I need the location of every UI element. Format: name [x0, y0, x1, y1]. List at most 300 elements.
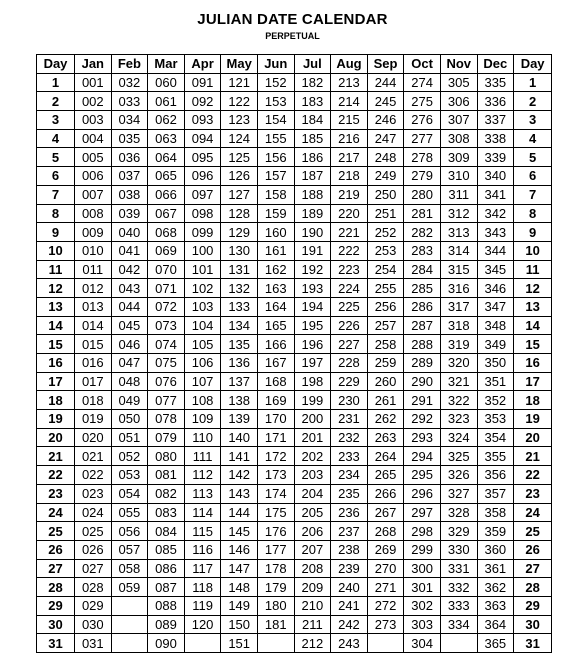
day-number-cell: 8	[514, 204, 552, 223]
julian-date-cell: 044	[111, 297, 148, 316]
julian-date-cell: 216	[331, 129, 368, 148]
julian-date-cell: 054	[111, 484, 148, 503]
julian-date-cell: 258	[367, 335, 404, 354]
julian-date-cell: 069	[148, 241, 185, 260]
julian-date-cell: 329	[440, 522, 477, 541]
julian-date-cell: 068	[148, 223, 185, 242]
day-number-cell: 30	[514, 615, 552, 634]
day-number-cell: 6	[37, 167, 75, 186]
day-number-cell: 24	[514, 503, 552, 522]
julian-date-cell: 187	[294, 167, 331, 186]
julian-date-cell: 314	[440, 241, 477, 260]
table-row	[37, 73, 552, 92]
julian-date-cell: 219	[331, 185, 368, 204]
table-row	[37, 447, 552, 466]
julian-date-cell: 150	[221, 615, 258, 634]
julian-date-cell: 225	[331, 297, 368, 316]
julian-date-cell: 164	[257, 297, 294, 316]
julian-date-cell: 038	[111, 185, 148, 204]
julian-date-cell: 297	[404, 503, 441, 522]
julian-date-cell: 124	[221, 129, 258, 148]
julian-date-cell: 196	[294, 335, 331, 354]
julian-date-cell: 193	[294, 279, 331, 298]
julian-date-cell: 361	[477, 559, 514, 578]
julian-date-cell: 100	[184, 241, 221, 260]
julian-date-cell: 260	[367, 372, 404, 391]
column-header: Day	[514, 55, 552, 74]
julian-date-cell: 012	[75, 279, 112, 298]
julian-date-cell: 110	[184, 428, 221, 447]
julian-date-cell: 018	[75, 391, 112, 410]
julian-date-cell: 071	[148, 279, 185, 298]
table-row	[37, 503, 552, 522]
julian-date-cell: 123	[221, 111, 258, 130]
julian-date-cell: 332	[440, 578, 477, 597]
julian-date-cell: 008	[75, 204, 112, 223]
table-row	[37, 241, 552, 260]
julian-date-cell: 171	[257, 428, 294, 447]
day-number-cell: 29	[514, 596, 552, 615]
julian-date-cell: 282	[404, 223, 441, 242]
julian-date-cell: 029	[75, 596, 112, 615]
julian-date-cell: 067	[148, 204, 185, 223]
day-number-cell: 5	[514, 148, 552, 167]
julian-date-cell: 032	[111, 73, 148, 92]
day-number-cell: 5	[37, 148, 75, 167]
day-number-cell: 13	[514, 297, 552, 316]
julian-date-cell: 209	[294, 578, 331, 597]
julian-date-cell: 183	[294, 92, 331, 111]
julian-date-cell: 241	[331, 596, 368, 615]
julian-date-cell: 041	[111, 241, 148, 260]
table-row	[37, 391, 552, 410]
julian-date-cell: 276	[404, 111, 441, 130]
julian-date-cell: 236	[331, 503, 368, 522]
julian-date-cell: 013	[75, 297, 112, 316]
julian-date-cell: 036	[111, 148, 148, 167]
julian-date-cell: 157	[257, 167, 294, 186]
julian-date-cell: 138	[221, 391, 258, 410]
julian-date-cell: 295	[404, 466, 441, 485]
column-header: Nov	[440, 55, 477, 74]
julian-date-cell: 112	[184, 466, 221, 485]
julian-date-cell: 019	[75, 410, 112, 429]
julian-date-cell: 001	[75, 73, 112, 92]
julian-date-cell: 035	[111, 129, 148, 148]
julian-date-cell: 058	[111, 559, 148, 578]
julian-date-cell: 155	[257, 129, 294, 148]
julian-date-cell: 145	[221, 522, 258, 541]
julian-date-cell: 270	[367, 559, 404, 578]
julian-date-cell: 342	[477, 204, 514, 223]
julian-date-cell: 235	[331, 484, 368, 503]
julian-date-cell: 053	[111, 466, 148, 485]
julian-date-cell: 206	[294, 522, 331, 541]
day-number-cell: 18	[37, 391, 75, 410]
day-number-cell: 19	[37, 410, 75, 429]
julian-date-cell: 307	[440, 111, 477, 130]
julian-date-cell: 172	[257, 447, 294, 466]
column-header: Feb	[111, 55, 148, 74]
julian-date-cell: 156	[257, 148, 294, 167]
julian-date-cell: 106	[184, 354, 221, 373]
day-number-cell: 16	[37, 354, 75, 373]
julian-date-cell: 189	[294, 204, 331, 223]
table-row	[37, 223, 552, 242]
julian-date-cell: 098	[184, 204, 221, 223]
julian-date-cell: 097	[184, 185, 221, 204]
column-header: Mar	[148, 55, 185, 74]
table-row	[37, 410, 552, 429]
julian-date-cell: 298	[404, 522, 441, 541]
julian-date-cell: 177	[257, 540, 294, 559]
julian-date-cell: 087	[148, 578, 185, 597]
julian-date-cell: 208	[294, 559, 331, 578]
julian-date-cell: 167	[257, 354, 294, 373]
julian-date-cell: 331	[440, 559, 477, 578]
julian-date-cell: 338	[477, 129, 514, 148]
julian-date-cell: 221	[331, 223, 368, 242]
day-number-cell: 18	[514, 391, 552, 410]
julian-date-cell: 042	[111, 260, 148, 279]
julian-date-cell: 269	[367, 540, 404, 559]
julian-date-cell: 063	[148, 129, 185, 148]
julian-date-cell: 229	[331, 372, 368, 391]
day-number-cell: 10	[37, 241, 75, 260]
day-number-cell: 8	[37, 204, 75, 223]
table-row	[37, 335, 552, 354]
julian-date-cell: 222	[331, 241, 368, 260]
julian-date-cell: 204	[294, 484, 331, 503]
day-number-cell: 7	[514, 185, 552, 204]
julian-date-cell: 040	[111, 223, 148, 242]
table-row	[37, 167, 552, 186]
julian-date-cell: 299	[404, 540, 441, 559]
julian-date-cell: 099	[184, 223, 221, 242]
julian-date-cell: 294	[404, 447, 441, 466]
column-header: Apr	[184, 55, 221, 74]
day-number-cell: 7	[37, 185, 75, 204]
julian-date-cell: 174	[257, 484, 294, 503]
julian-date-cell: 065	[148, 167, 185, 186]
day-number-cell: 14	[37, 316, 75, 335]
day-number-cell: 14	[514, 316, 552, 335]
julian-date-cell: 239	[331, 559, 368, 578]
julian-date-cell: 353	[477, 410, 514, 429]
table-row	[37, 522, 552, 541]
day-number-cell: 15	[37, 335, 75, 354]
julian-date-cell: 365	[477, 634, 514, 653]
julian-date-cell: 256	[367, 297, 404, 316]
julian-date-cell: 147	[221, 559, 258, 578]
julian-date-cell: 321	[440, 372, 477, 391]
table-row	[37, 484, 552, 503]
julian-date-cell: 273	[367, 615, 404, 634]
julian-date-cell: 104	[184, 316, 221, 335]
julian-date-cell: 288	[404, 335, 441, 354]
julian-date-cell: 333	[440, 596, 477, 615]
day-number-cell: 11	[37, 260, 75, 279]
julian-date-cell: 051	[111, 428, 148, 447]
julian-date-cell: 363	[477, 596, 514, 615]
julian-date-cell: 238	[331, 540, 368, 559]
julian-date-cell: 132	[221, 279, 258, 298]
julian-date-cell: 243	[331, 634, 368, 653]
julian-date-cell: 119	[184, 596, 221, 615]
julian-date-cell: 115	[184, 522, 221, 541]
julian-date-cell: 031	[75, 634, 112, 653]
julian-date-cell	[257, 634, 294, 653]
julian-date-cell: 111	[184, 447, 221, 466]
julian-date-cell: 279	[404, 167, 441, 186]
julian-date-cell: 261	[367, 391, 404, 410]
day-number-cell: 12	[514, 279, 552, 298]
julian-date-cell: 336	[477, 92, 514, 111]
julian-date-cell: 181	[257, 615, 294, 634]
julian-date-cell: 146	[221, 540, 258, 559]
day-number-cell: 6	[514, 167, 552, 186]
julian-date-cell: 074	[148, 335, 185, 354]
julian-date-cell: 015	[75, 335, 112, 354]
julian-date-cell: 323	[440, 410, 477, 429]
julian-date-cell: 327	[440, 484, 477, 503]
day-number-cell: 25	[514, 522, 552, 541]
julian-date-cell: 242	[331, 615, 368, 634]
day-number-cell: 9	[37, 223, 75, 242]
julian-date-cell: 128	[221, 204, 258, 223]
julian-date-cell: 107	[184, 372, 221, 391]
day-number-cell: 13	[37, 297, 75, 316]
julian-date-cell: 057	[111, 540, 148, 559]
julian-date-cell: 340	[477, 167, 514, 186]
julian-date-cell: 320	[440, 354, 477, 373]
julian-date-cell: 179	[257, 578, 294, 597]
julian-date-cell: 199	[294, 391, 331, 410]
julian-date-cell: 182	[294, 73, 331, 92]
julian-date-cell: 224	[331, 279, 368, 298]
julian-date-cell: 357	[477, 484, 514, 503]
julian-date-cell: 162	[257, 260, 294, 279]
julian-date-cell: 152	[257, 73, 294, 92]
julian-date-cell: 252	[367, 223, 404, 242]
julian-date-cell: 304	[404, 634, 441, 653]
julian-date-cell: 313	[440, 223, 477, 242]
julian-date-cell: 228	[331, 354, 368, 373]
julian-date-cell: 283	[404, 241, 441, 260]
julian-date-cell: 075	[148, 354, 185, 373]
julian-date-cell: 082	[148, 484, 185, 503]
julian-date-cell: 201	[294, 428, 331, 447]
julian-date-cell: 301	[404, 578, 441, 597]
julian-date-cell: 311	[440, 185, 477, 204]
julian-date-cell: 168	[257, 372, 294, 391]
julian-date-cell: 220	[331, 204, 368, 223]
julian-date-cell: 354	[477, 428, 514, 447]
julian-date-cell: 078	[148, 410, 185, 429]
julian-date-cell: 249	[367, 167, 404, 186]
julian-date-cell: 286	[404, 297, 441, 316]
julian-date-cell: 131	[221, 260, 258, 279]
julian-date-cell: 330	[440, 540, 477, 559]
julian-date-cell: 246	[367, 111, 404, 130]
day-number-cell: 30	[37, 615, 75, 634]
day-number-cell: 25	[37, 522, 75, 541]
julian-date-cell: 215	[331, 111, 368, 130]
day-number-cell: 1	[37, 73, 75, 92]
julian-date-cell: 047	[111, 354, 148, 373]
julian-date-cell: 254	[367, 260, 404, 279]
julian-date-cell: 072	[148, 297, 185, 316]
julian-date-cell: 325	[440, 447, 477, 466]
julian-date-cell: 310	[440, 167, 477, 186]
column-header: Jun	[257, 55, 294, 74]
day-number-cell: 1	[514, 73, 552, 92]
table-row	[37, 316, 552, 335]
day-number-cell: 10	[514, 241, 552, 260]
julian-date-cell: 262	[367, 410, 404, 429]
julian-date-cell: 360	[477, 540, 514, 559]
julian-date-cell: 088	[148, 596, 185, 615]
julian-date-cell: 197	[294, 354, 331, 373]
julian-date-cell: 160	[257, 223, 294, 242]
julian-date-cell: 296	[404, 484, 441, 503]
julian-date-cell: 076	[148, 372, 185, 391]
julian-date-cell: 023	[75, 484, 112, 503]
julian-date-cell: 317	[440, 297, 477, 316]
julian-date-cell: 081	[148, 466, 185, 485]
day-number-cell: 16	[514, 354, 552, 373]
julian-date-cell: 066	[148, 185, 185, 204]
julian-date-cell: 324	[440, 428, 477, 447]
julian-date-cell: 139	[221, 410, 258, 429]
julian-date-cell: 226	[331, 316, 368, 335]
julian-date-cell: 312	[440, 204, 477, 223]
julian-date-cell: 026	[75, 540, 112, 559]
julian-date-cell: 303	[404, 615, 441, 634]
julian-date-cell: 281	[404, 204, 441, 223]
julian-date-cell	[440, 634, 477, 653]
day-number-cell: 23	[514, 484, 552, 503]
julian-date-cell: 277	[404, 129, 441, 148]
day-number-cell: 2	[37, 92, 75, 111]
julian-date-cell: 143	[221, 484, 258, 503]
table-row	[37, 185, 552, 204]
julian-date-cell: 280	[404, 185, 441, 204]
julian-date-cell: 231	[331, 410, 368, 429]
julian-date-cell: 140	[221, 428, 258, 447]
julian-date-cell: 086	[148, 559, 185, 578]
julian-date-cell: 364	[477, 615, 514, 634]
day-number-cell: 2	[514, 92, 552, 111]
julian-date-cell: 046	[111, 335, 148, 354]
julian-date-cell: 129	[221, 223, 258, 242]
table-row	[37, 260, 552, 279]
julian-date-cell: 033	[111, 92, 148, 111]
julian-date-cell: 079	[148, 428, 185, 447]
julian-date-cell: 178	[257, 559, 294, 578]
day-number-cell: 23	[37, 484, 75, 503]
julian-date-cell: 165	[257, 316, 294, 335]
julian-date-cell: 284	[404, 260, 441, 279]
day-number-cell: 11	[514, 260, 552, 279]
julian-date-cell: 289	[404, 354, 441, 373]
julian-date-cell: 245	[367, 92, 404, 111]
julian-date-cell: 064	[148, 148, 185, 167]
julian-date-cell: 227	[331, 335, 368, 354]
julian-date-cell: 094	[184, 129, 221, 148]
table-row	[37, 92, 552, 111]
julian-date-cell: 149	[221, 596, 258, 615]
julian-date-cell: 102	[184, 279, 221, 298]
julian-date-cell: 186	[294, 148, 331, 167]
julian-date-cell: 308	[440, 129, 477, 148]
julian-date-cell: 278	[404, 148, 441, 167]
julian-date-cell: 309	[440, 148, 477, 167]
table-row	[37, 111, 552, 130]
day-number-cell: 27	[37, 559, 75, 578]
table-row	[37, 466, 552, 485]
day-number-cell: 31	[37, 634, 75, 653]
julian-date-cell: 095	[184, 148, 221, 167]
julian-date-cell: 062	[148, 111, 185, 130]
column-header: Jan	[75, 55, 112, 74]
julian-date-cell: 346	[477, 279, 514, 298]
julian-date-cell: 021	[75, 447, 112, 466]
julian-date-cell: 348	[477, 316, 514, 335]
julian-date-cell: 315	[440, 260, 477, 279]
julian-date-cell: 101	[184, 260, 221, 279]
julian-date-cell: 180	[257, 596, 294, 615]
day-number-cell: 21	[514, 447, 552, 466]
julian-date-cell: 255	[367, 279, 404, 298]
julian-date-cell: 170	[257, 410, 294, 429]
julian-date-cell: 060	[148, 73, 185, 92]
day-number-cell: 17	[37, 372, 75, 391]
julian-date-cell: 077	[148, 391, 185, 410]
table-row	[37, 204, 552, 223]
julian-date-cell: 154	[257, 111, 294, 130]
julian-date-cell: 158	[257, 185, 294, 204]
julian-date-cell	[184, 634, 221, 653]
day-number-cell: 20	[514, 428, 552, 447]
julian-date-cell: 290	[404, 372, 441, 391]
julian-date-cell: 218	[331, 167, 368, 186]
julian-date-cell: 011	[75, 260, 112, 279]
julian-date-cell: 176	[257, 522, 294, 541]
julian-date-cell: 350	[477, 354, 514, 373]
julian-date-cell: 126	[221, 167, 258, 186]
julian-date-cell	[367, 634, 404, 653]
julian-date-cell: 253	[367, 241, 404, 260]
julian-date-cell: 159	[257, 204, 294, 223]
julian-date-cell: 137	[221, 372, 258, 391]
julian-date-cell: 202	[294, 447, 331, 466]
julian-date-cell: 024	[75, 503, 112, 522]
day-number-cell: 26	[37, 540, 75, 559]
table-row	[37, 578, 552, 597]
julian-date-cell: 118	[184, 578, 221, 597]
julian-date-cell: 265	[367, 466, 404, 485]
table-body	[37, 73, 552, 652]
julian-date-cell: 185	[294, 129, 331, 148]
column-header: Jul	[294, 55, 331, 74]
julian-date-cell: 025	[75, 522, 112, 541]
julian-date-cell: 141	[221, 447, 258, 466]
julian-date-cell: 136	[221, 354, 258, 373]
julian-date-cell: 214	[331, 92, 368, 111]
julian-date-cell: 085	[148, 540, 185, 559]
julian-date-cell: 341	[477, 185, 514, 204]
